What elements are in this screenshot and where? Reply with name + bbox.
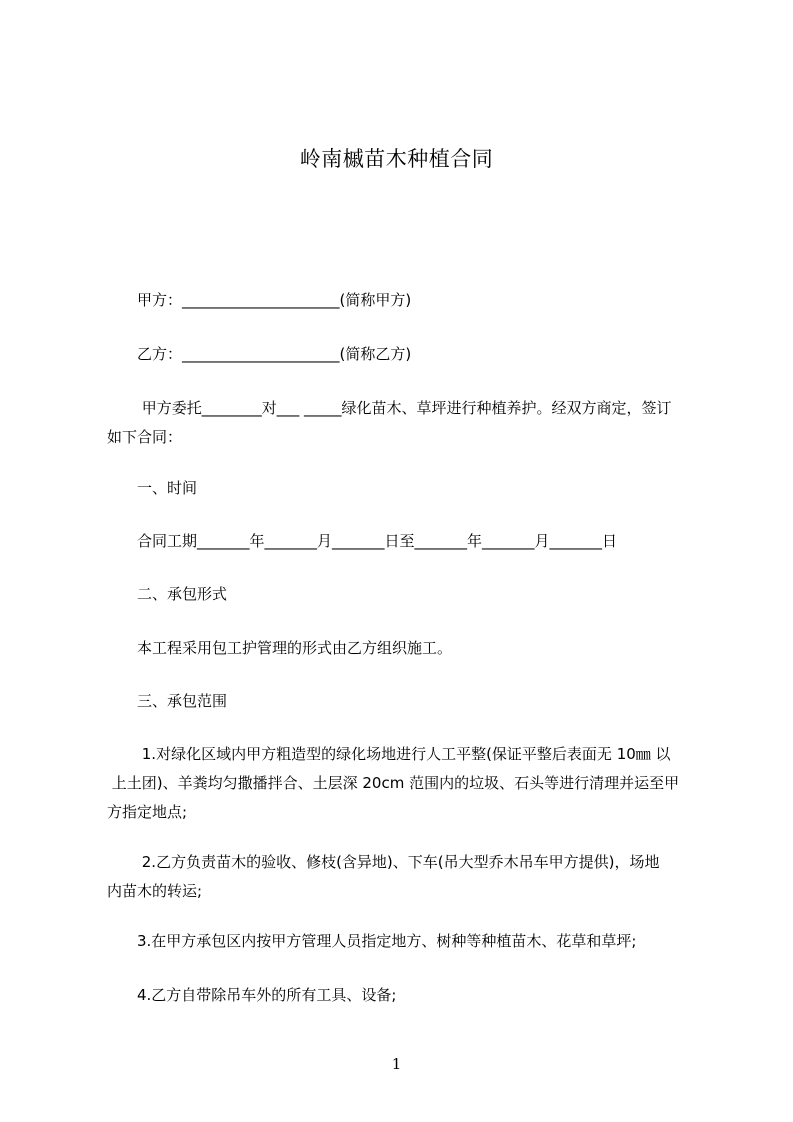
scope-item-1-line-2: 上土团)、羊粪均匀撒播拌合、土层深 20cm 范围内的垃圾、石头等进行清理并运至甲 bbox=[107, 774, 680, 792]
scope-item-3: 3.在甲方承包区内按甲方管理人员指定地方、树种等种植苗木、花草和草坪; bbox=[137, 932, 637, 950]
entrust-line-2: 如下合同： bbox=[107, 428, 183, 446]
scope-item-2-line-1: 2.乙方负责苗木的验收、修枝(含异地)、下车(吊大型乔木吊车甲方提供)，场地 bbox=[137, 853, 660, 871]
document-title: 岭南槭苗木种植合同 bbox=[299, 147, 494, 171]
scope-item-1-line-3: 方指定地点; bbox=[107, 803, 188, 821]
party-b-line: 乙方：_____________________(简称乙方) bbox=[137, 345, 412, 363]
scope-item-1-line-1: 1.对绿化区域内甲方粗造型的绿化场地进行人工平整(保证平整后表面无 10㎜ 以 bbox=[137, 745, 671, 763]
section-2-heading: 二、承包形式 bbox=[137, 585, 228, 603]
contract-form-line: 本工程采用包工护管理的形式由乙方组织施工。 bbox=[137, 639, 453, 657]
section-1-heading: 一、时间 bbox=[137, 479, 198, 497]
party-a-line: 甲方：_____________________(简称甲方) bbox=[137, 291, 412, 309]
section-3-heading: 三、承包范围 bbox=[137, 692, 228, 710]
contract-period-line: 合同工期_______年_______月_______日至_______年_______月_______日 bbox=[137, 532, 618, 550]
page-number: 1 bbox=[391, 1055, 402, 1073]
entrust-line-1: 甲方委托________对___ _____绿化苗木、草坪进行种植养护。经双方商定，签订 bbox=[137, 399, 672, 417]
scope-item-2-line-2: 内苗木的转运; bbox=[107, 882, 203, 900]
scope-item-4: 4.乙方自带除吊车外的所有工具、设备; bbox=[137, 986, 397, 1004]
